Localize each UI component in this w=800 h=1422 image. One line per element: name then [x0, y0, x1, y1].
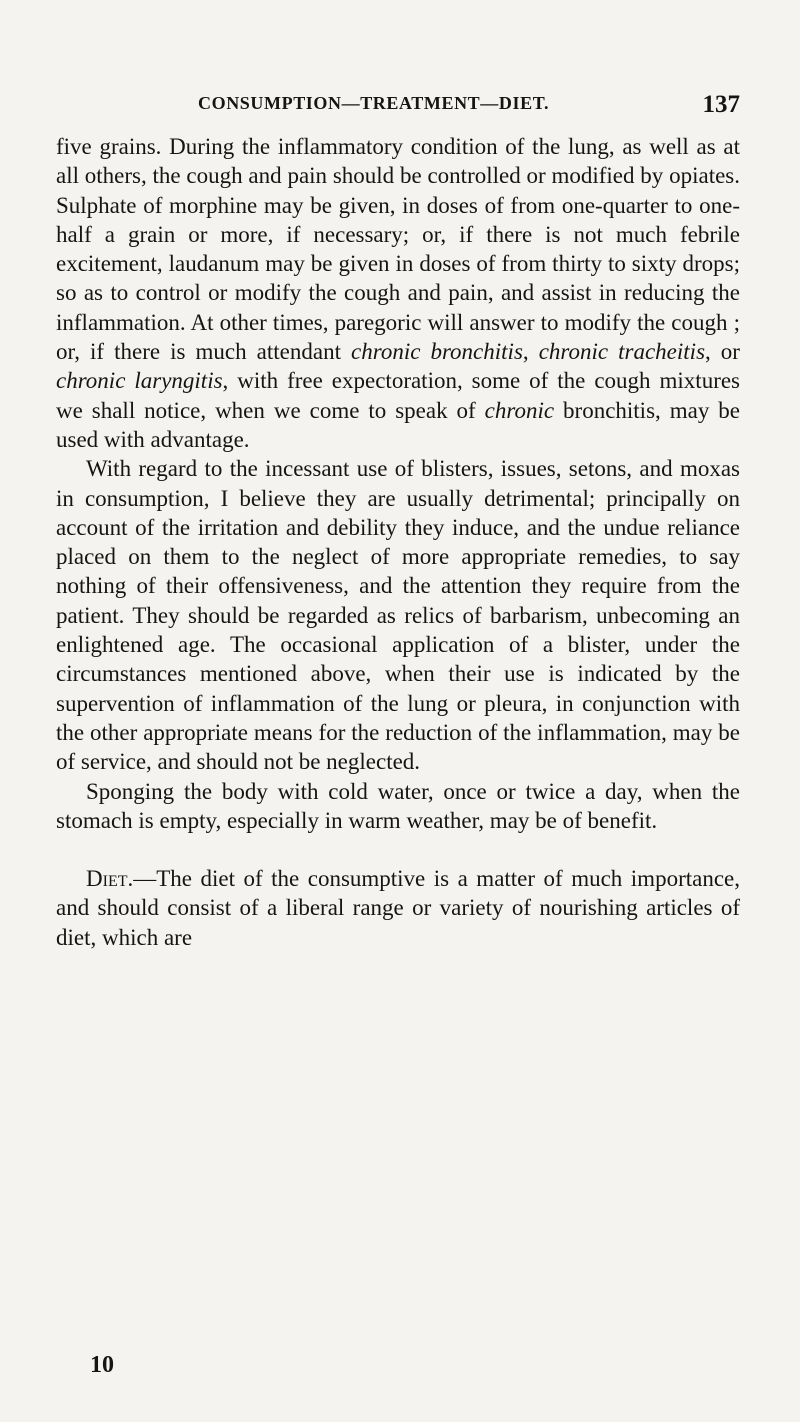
text-run: bronchitis, may be used with advantage.	[56, 397, 740, 452]
body-text	[56, 132, 740, 952]
paragraph-opiates	[56, 132, 740, 454]
italic-term: chronic tracheitis	[538, 339, 706, 365]
italic-term: chronic	[484, 397, 555, 423]
running-title: CONSUMPTION—TREATMENT—DIET.	[198, 93, 550, 113]
text-run: ,	[522, 339, 539, 365]
italic-term: chronic laryngitis	[56, 368, 223, 394]
text-run: five grains. During the inflammatory condition of the lung, as well as at all others, the cough and pain should be controlled or modified by opiates. Sulphate of morphine may be given, in doses of from one-quarter to one-half a grain or more, if necessary; or, if there is not much febrile excitement, laudanum may be given in doses of from thirty to sixty drops; so as to control or modify the cough and pain, and assist in reducing the inflammation. At other times, paregoric will answer to modify the cough ; or, if there is much attendant	[56, 134, 740, 365]
paragraph-sponging: Sponging the body with cold water, once or twice a day, when the stomach is empty, especially in warm weather, may be of benefit.	[56, 778, 740, 833]
page-number: 137	[702, 91, 740, 118]
signature-mark: 10	[90, 1352, 114, 1378]
text-run: —The diet of the consumptive is a matter of much importance, and should consist of a liberal range or variety of nourishing articles of diet, which are	[56, 866, 740, 950]
section-lead: Diet.	[86, 866, 134, 892]
text-run: , with free expectoration, some of the cough mixtures we shall notice, when we come to speak of	[56, 368, 741, 423]
text-run: , or	[705, 339, 740, 365]
running-header	[56, 91, 740, 123]
italic-term: chronic bronchitis	[351, 339, 523, 365]
paragraph-diet	[56, 864, 740, 952]
paragraph-blisters: With regard to the incessant use of blisters, issues, setons, and moxas in consumption, I believe they are usually detrimental; principally on account of the irritation and debility they induce, and the undue reliance placed on them to the neglect of more appropriate remedies, to say nothing of their offensiveness, and the attention they require from the patient. They should be regarded as relics of barbarism, unbecoming an enlightened age. The occasional application of a blister, under the circumstances mentioned above, when their use is indicated by the supervention of inflammation of the lung or pleura, in conjunction with the other appropriate means for the reduction of the inflammation, may be of service, and should not be neglected.	[56, 456, 740, 775]
